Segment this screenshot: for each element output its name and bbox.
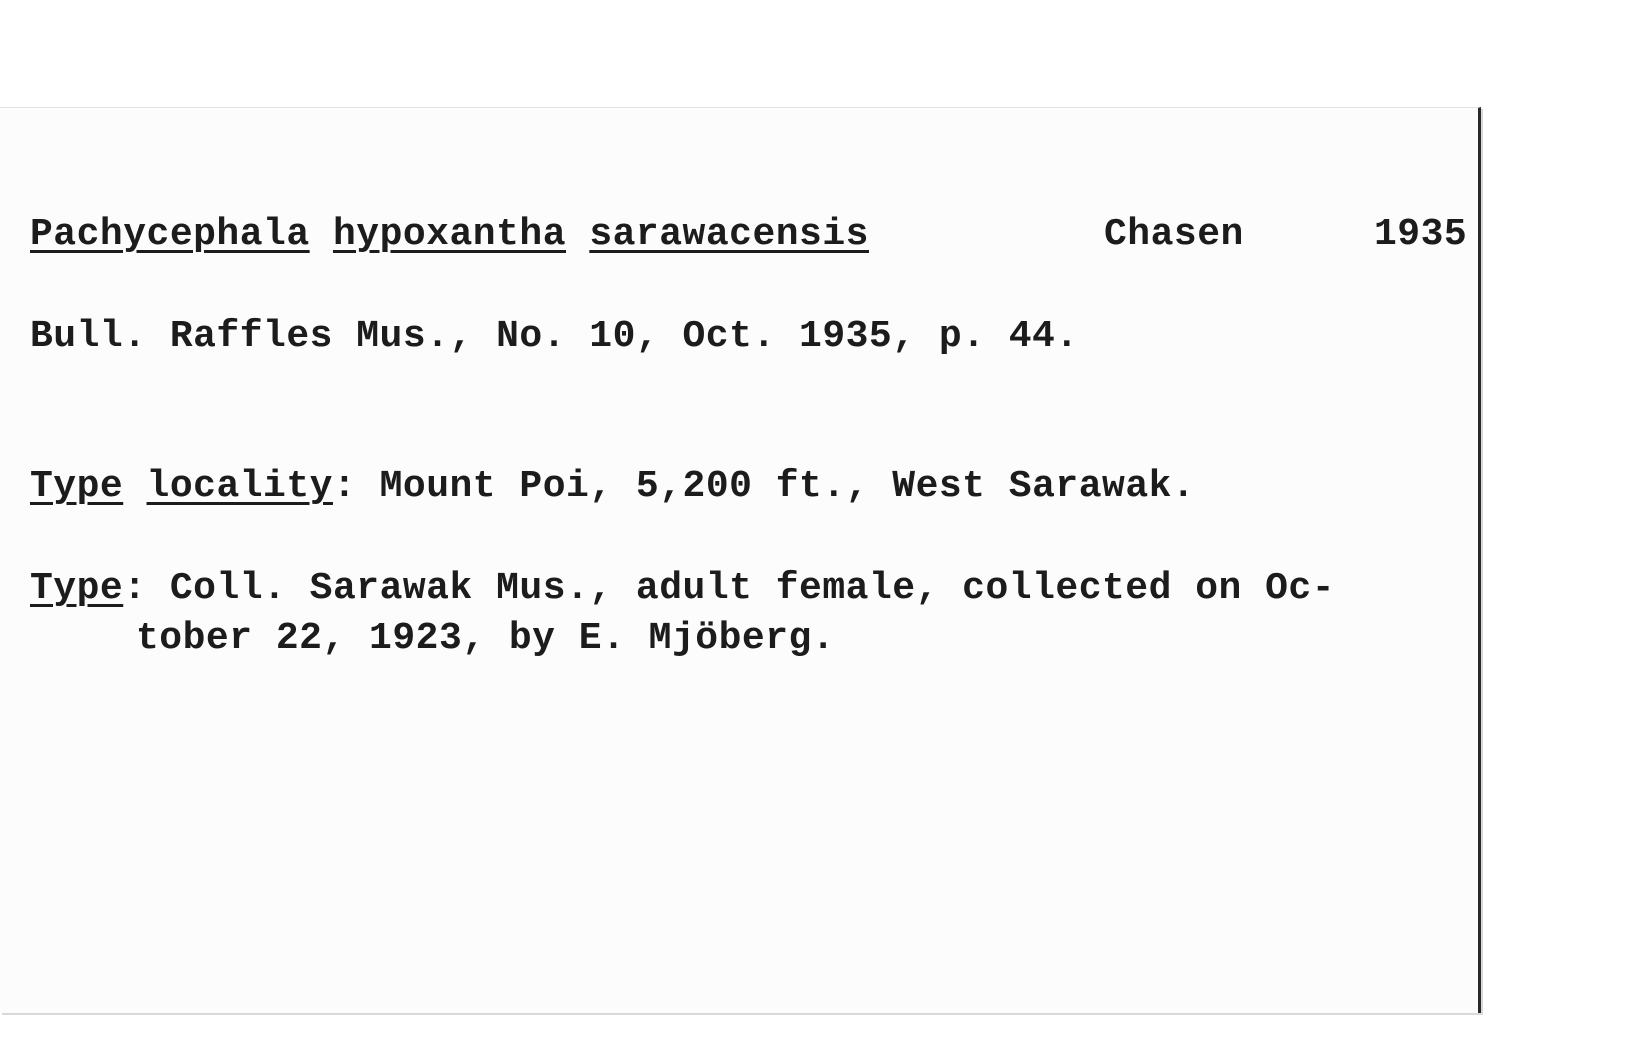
publication-year: 1935 [1374,216,1468,254]
type-locality-label-locality: locality [146,465,333,508]
subspecies-name: sarawacensis [589,213,869,256]
type-locality-text: Mount Poi, 5,200 ft., West Sarawak. [379,465,1196,508]
type-locality [30,465,1196,508]
type-text-line-2: tober 22, 1923, by E. Mjöberg. [136,617,836,660]
type-specimen-line-1 [30,567,1336,610]
type-locality-label-type: Type [30,465,124,508]
type-label: Type [30,567,124,610]
type-separator: : [123,567,147,610]
taxon-name [30,213,869,256]
citation: Bull. Raffles Mus., No. 10, Oct. 1935, p. 44. [30,315,1079,358]
type-locality-separator: : [332,465,357,508]
genus-name: Pachycephala [30,213,310,256]
type-text-line-1: Coll. Sarawak Mus., adult female, collected on Oc- [169,567,1336,610]
species-name: hypoxantha [332,213,567,256]
author-name: Chasen [1104,213,1244,256]
index-card [0,107,1481,1013]
